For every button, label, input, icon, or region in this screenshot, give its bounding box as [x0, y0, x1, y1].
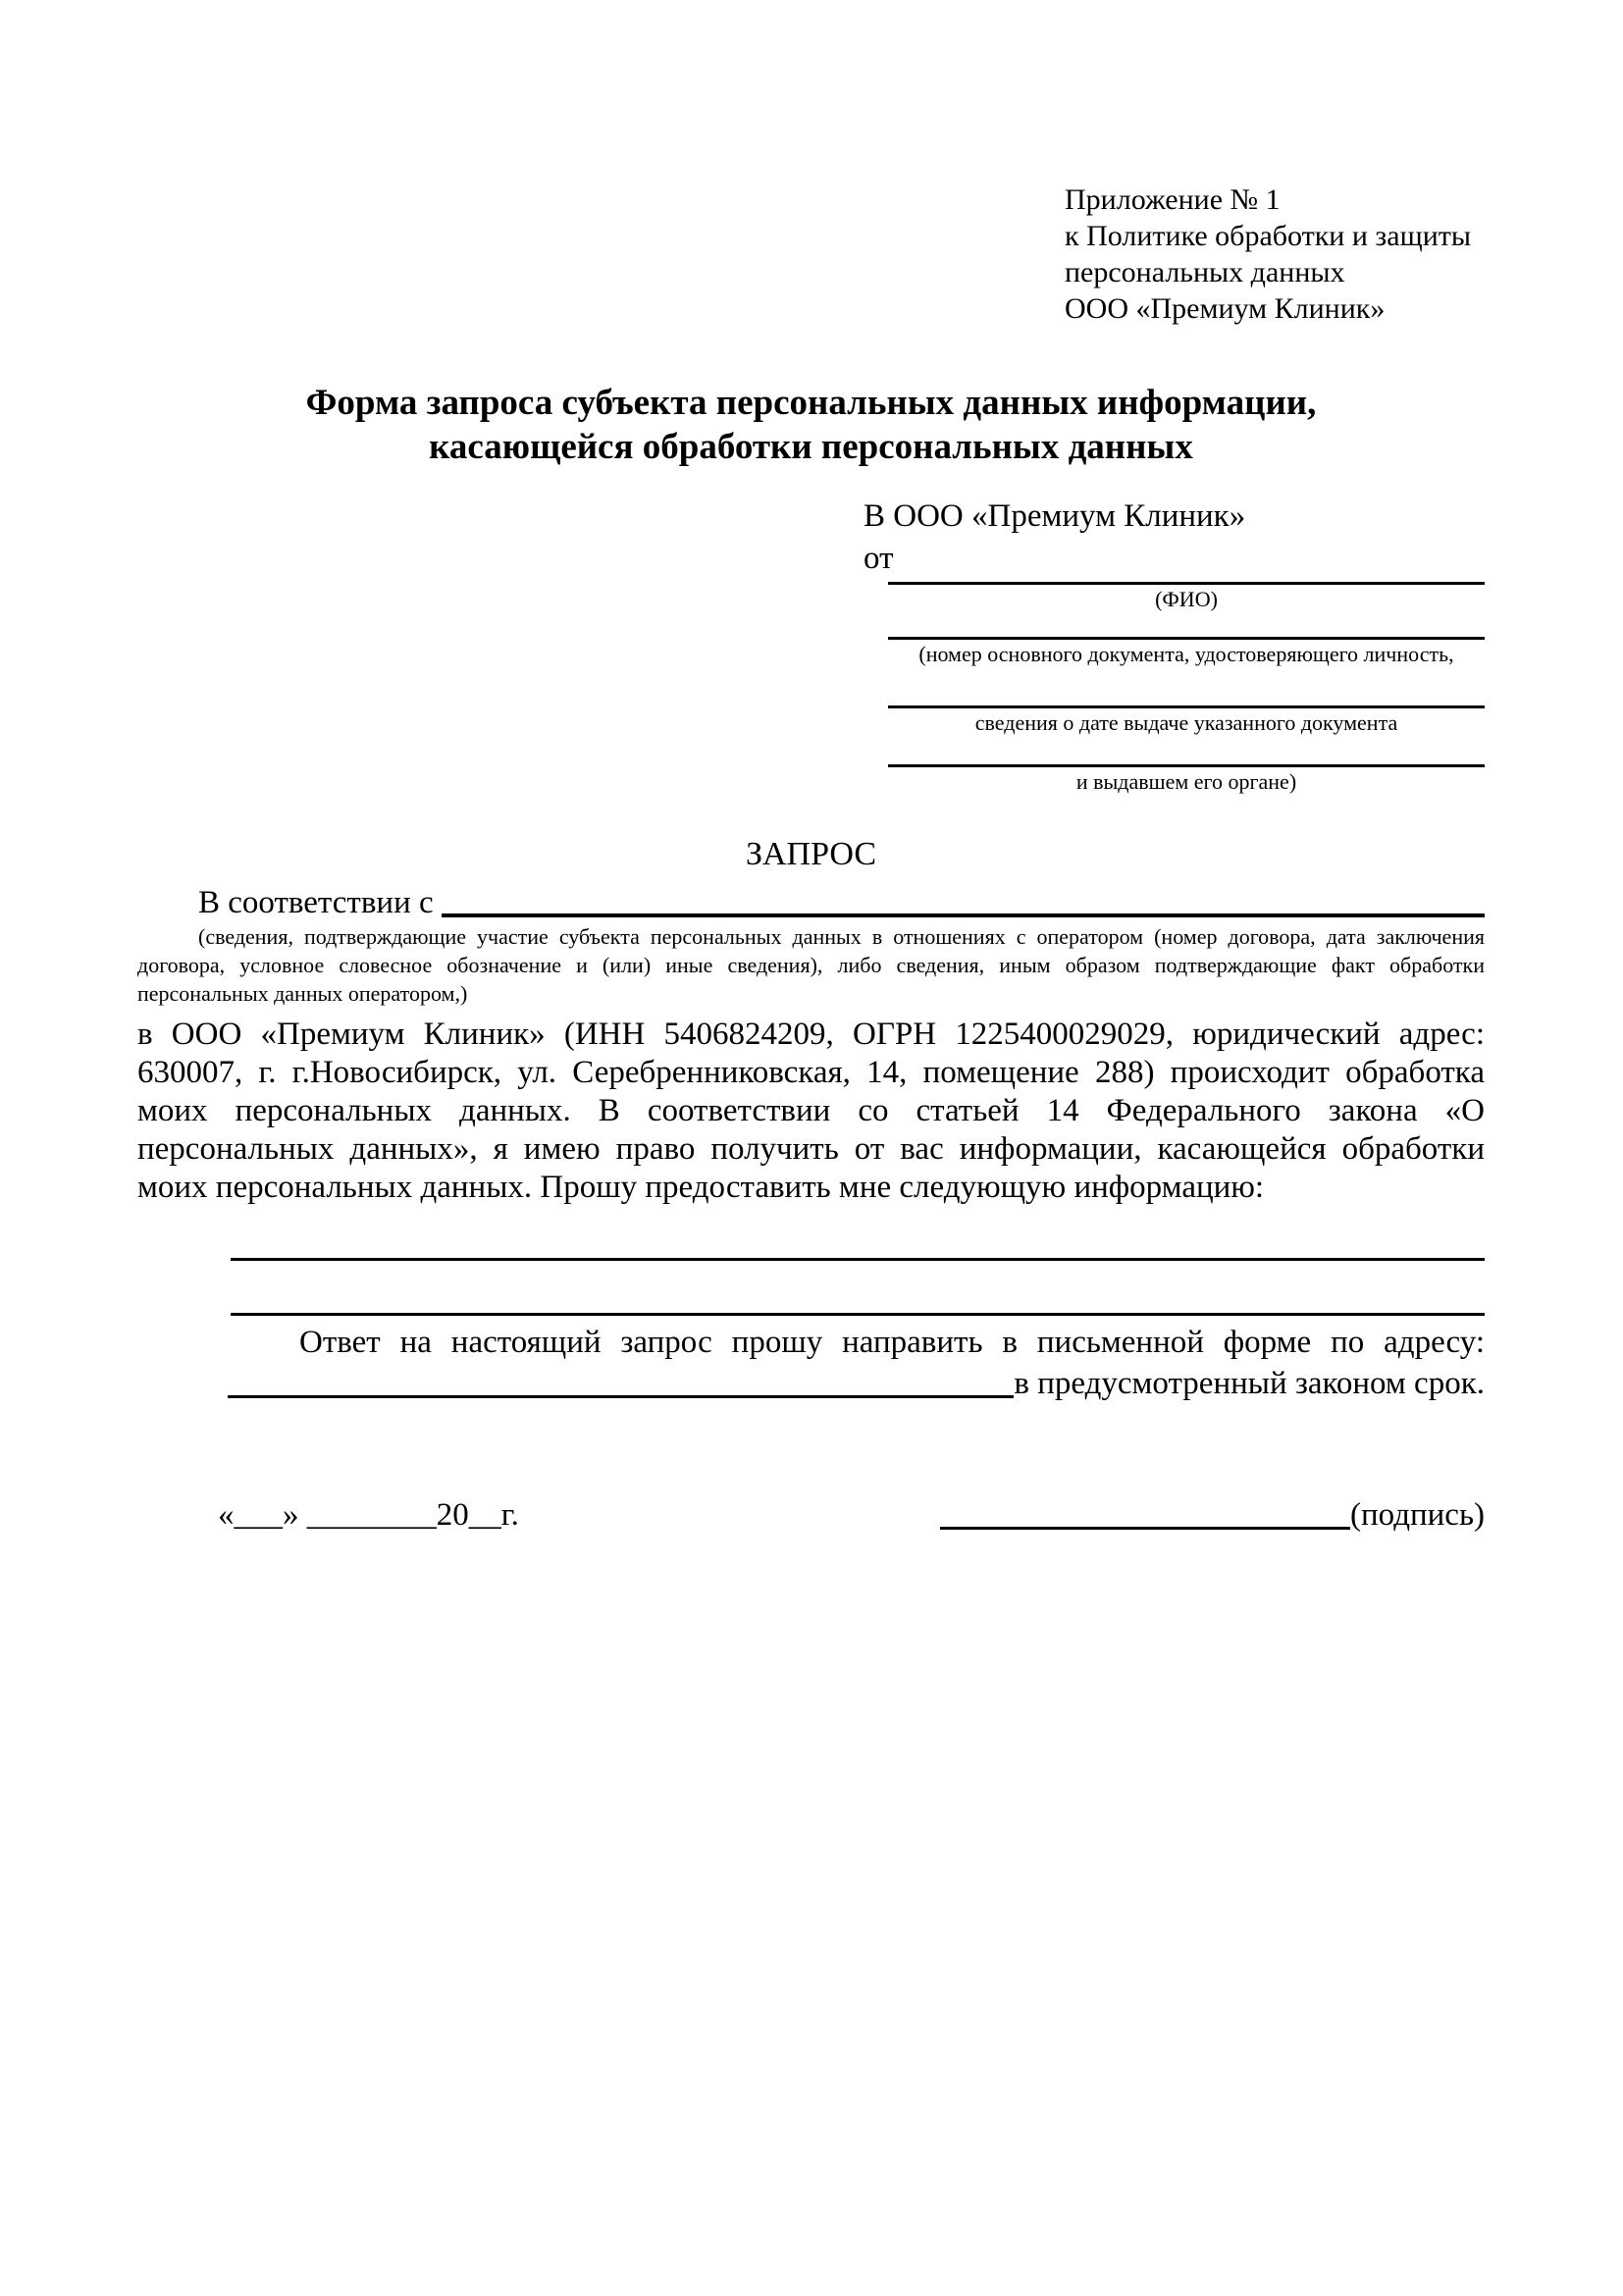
issue-date-field — [864, 669, 1485, 738]
appendix-line: ООО «Премиум Клиник» — [1065, 292, 1386, 325]
signature-blank-line — [940, 1527, 1350, 1530]
appendix-line: Приложение № 1 — [1065, 183, 1281, 216]
id-document-caption: (номер основного документа, удостоверяющего личность, — [918, 642, 1454, 666]
document-content — [137, 0, 1485, 1536]
issue-date-caption: сведения о дате выдаче указанного документа — [974, 710, 1398, 735]
reply-intro-line: Ответ на настоящий запрос прошу направить в письменной форме по адресу: — [299, 1325, 1485, 1360]
date-placeholder: «___» ________20__г. — [218, 1497, 519, 1533]
fio-field — [864, 579, 1485, 614]
appendix-line: к Политике обработки и защиты — [1065, 220, 1472, 252]
request-body-paragraph: в ООО «Премиум Клиник» (ИНН 5406824209, ОГРН 1225400029029, юридический адрес: 630007, г. г.Новосибирск, ул. Серебренниковская, 14, помещение 288) происходит обработка моих персональных данных. В соответствии со статьей 14 Федерального закона «О персональных данных», я имею право получить от вас информации, касающейся обработки моих персональных данных. Прошу предоставить мне следующую информацию: — [137, 1017, 1485, 1205]
reply-address-blank-line — [228, 1395, 1014, 1398]
fio-caption: (ФИО) — [1155, 587, 1218, 611]
issue-date-blank-line — [888, 669, 1485, 708]
addressee-organization: В ООО «Премиум Клиник» — [864, 498, 1246, 534]
reply-address-row — [137, 1363, 1485, 1404]
document-title-line2: касающейся обработки персональных данных — [429, 427, 1193, 467]
accordance-blank-line — [442, 913, 1485, 917]
information-blank-line-1 — [231, 1258, 1485, 1261]
accordance-label: В соответствии с — [198, 885, 434, 920]
signature-group — [940, 1494, 1485, 1536]
information-blank-line-2 — [231, 1313, 1485, 1316]
addressee-from-label: от — [864, 541, 894, 576]
id-document-blank-line — [888, 614, 1485, 640]
accordance-footnote: (сведения, подтверждающие участие субъекта персональных данных в отношениях с оператором (номер договора, дата заключения договора, условное словесное обозначение и (или) иные сведения), либо сведения, иным образом подтверждающие факт обработки персональных данных оператором,) — [137, 924, 1485, 1006]
reply-tail-text: в предусмотренный законом срок. — [1014, 1366, 1485, 1401]
document-title — [137, 381, 1485, 469]
id-document-field — [864, 614, 1485, 669]
signature-caption: (подпись) — [1350, 1497, 1485, 1533]
addressee-block — [864, 495, 1485, 797]
appendix-block — [1065, 182, 1485, 327]
signature-row — [137, 1494, 1485, 1536]
appendix-line: персональных данных — [1065, 256, 1345, 288]
accordance-row — [137, 883, 1485, 922]
issuing-authority-caption: и выдавшем его органе) — [1075, 769, 1297, 794]
document-title-line1: Форма запроса субъекта персональных данных информации, — [305, 383, 1317, 423]
issuing-authority-field — [864, 738, 1485, 797]
issuing-authority-blank-line — [888, 738, 1485, 767]
request-heading: ЗАПРОС — [745, 836, 877, 872]
